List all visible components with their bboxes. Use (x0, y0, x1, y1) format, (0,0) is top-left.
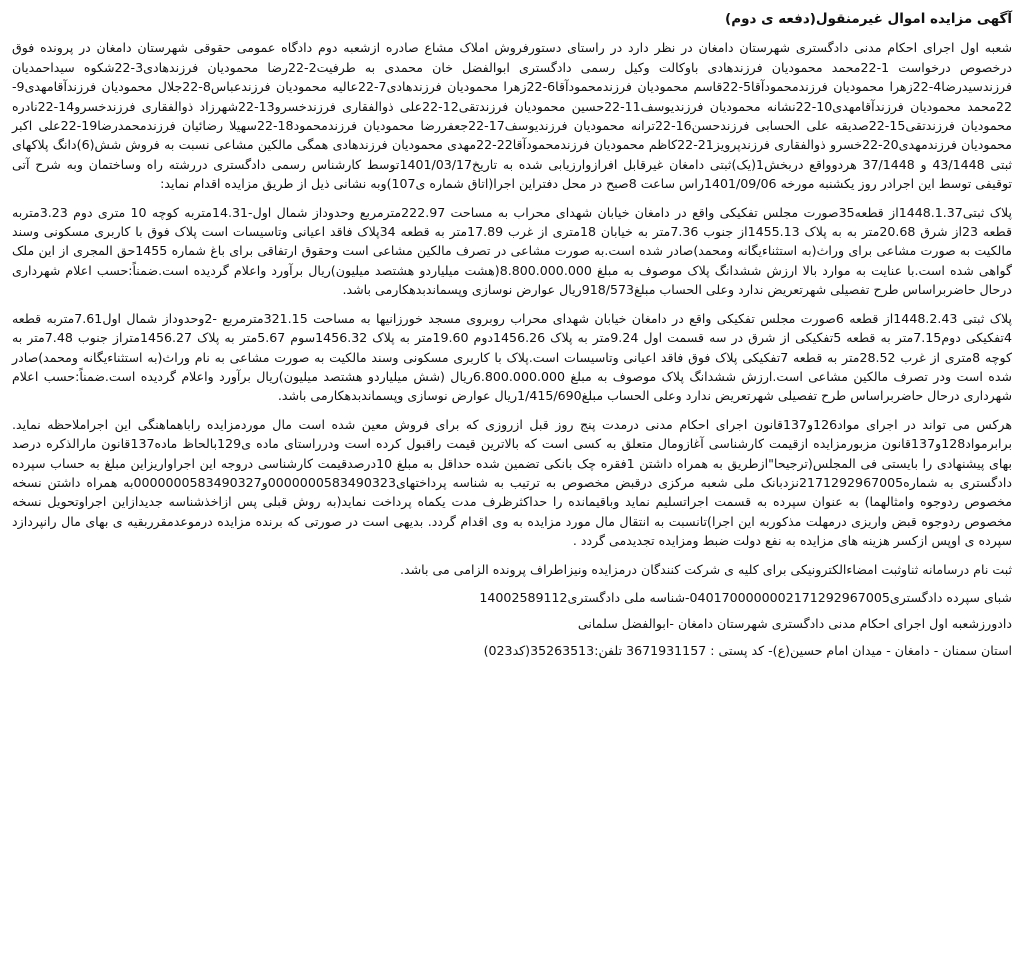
intro-paragraph: شعبه اول اجرای احکام مدنی دادگستری شهرستان دامغان در نظر دارد در راستای دستورفروش املاک مشاع صادره ازشعبه دوم دادگاه عمومی حقوقی شهرستان دامغان در پرونده فوق درخصوص درخواست 1-22محمد محمودیان فرزندهادی باوکالت وکیل رسمی دادگستری ابوالفضل خان محمدی به طرفیت2-22رضا محمودیان فرزندهادی3-22شکوه سیداحمدیان فرزندسیدرضا4-22زهرا محمودیان فرزندمحمودآقا5-22قاسم محمودیان فرزندمحمودآقا6-22زهرا محمودیان فرزندهادی7-22عالیه محمودیان فرزندعباس8-22جلال محمودیان فرزندآقامهدی9-22محمد محمودیان فرزندآقامهدی10-22نشانه محمودیان فرزندیوسف11-22حسین محمودیان فرزندتقی12-22علی ذوالفقاری فرزندخسرو13-22شهرزاد ذوالفقاری فرزندخسرو14-22نادره محمودیان فرزندتقی15-22صدیقه علی الحسابی فرزندحسن16-22ترانه محمودیان فرزندیوسف17-22جعفررضا محمودیان فرزندمحمود18-22سهیلا رضائیان فرزندمحمدرضا19-22علی اکبر محمودیان فرزندمهدی20-22خسرو ذوالفقاری فرزندپرویز21-22کاظم محمودیان فرزندمحمودآقا22-22مهدی محمودیان فرزندهادی همگی مالکین مشاعی نسبت به فروش شش(6)دانگ پلاکهای ثبتی 43/1448 و 37/1448 هردوواقع دربخش1(یک)ثبتی دامغان غیرقابل افرازوارزیابی شده به تاریخ1401/03/17توسط کارشناس رسمی دادگستری دررشته راه وساختمان وبه شرح آتی توقیفی توسط این اجرادر روز یکشنبه مورخه 1401/09/06راس ساعت 8صبح در محل دفتراین اجرا(اتاق شماره ی107)وبه نشانی ذیل از طریق مزایده اقدام نماید: (12, 40, 1013, 192)
notice-footer (12, 588, 1012, 660)
terms-paragraph: هرکس می تواند در اجرای مواد126و137قانون اجرای احکام مدنی درمدت پنج روز قبل ازروزی که برای فروش معین شده است مال موردمزایده راباهماهنگی این اجراملاحظه نماید. برابرمواد128و137قانون مزبورمزایده ازقیمت کارشناسی آغازومال متعلق به کسی است که بالاترین قیمت راقبول کرده است ودرراستای ماده ی129بالحاظ ماده137قانون مارالذکره درصد بهای پیشنهادی را بایستی فی المجلس(ترجیحا"ازطریق به همراه داشتن 1فقره چک بانکی تضمین شده حداقل به مبلغ 10درصدقیمت کارشناسی دروجه این اجراواریزاین مبلغ به حساب سپرده دادگستری به شماره2171292967005نزدبانک ملی شعبه مرکزی درقبض مخصوص به ترتیب به شناسه پرداختهای0000000583490323و0000000583490327به همراه داشتن نسخه مخصوص ردوجوه وامثالهما) به عنوان سپرده به قسمت اجراتسلیم نماید وباقیمانده را حداکثرظرف مدت یکماه پرداخت نماید(به روش قبلی پس ازاخذشناسه جدیدازاین اجراوتحویل نسخه مخصوص ردوجوه قبض واریزی درمهلت مذکوربه این اجرا)تانسبت به انتقال مال مورد مزایده به وی اقدام گردد. بدیهی است در صورتی که برنده مزایده درموعدمقرربقیه ی بهای مال رانپردازد سپرده ی اوپس ازکسر هزینه های مزایده به نفع دولت ضبط ومزایده تجدیدمی گردد . (12, 416, 1012, 549)
registration-note: ثبت نام درسامانه ثناوثبت امضاءالکترونیکی برای کلیه ی شرکت کنندگان درمزایده ونیزاطراف پرونده الزامی می باشد. (400, 561, 1012, 577)
sheba-line: شبای سپرده دادگستری0401700000002171292967005-شناسه ملی دادگستری14002589112 (479, 589, 1012, 605)
notice-title: آگهی مزایده اموال غیرمنقول(دفعه ی دوم) (725, 11, 1012, 27)
property-1-paragraph: پلاک ثبتی1448.1.37از قطعه35صورت مجلس تفکیکی واقع در دامغان خیابان شهدای محراب به مساحت 222.97مترمربع وحدوداز شمال اول-14.31متربه کوچه 10 متری دوم 3.23متربه قطعه 23از شرق 20.68متر به به پلاک 1455.13از جنوب 7.36متر به خیابان 18متری از غرب 17.89متر به قطعه 34پلاک فاقد اعیانی وتاسیسات است پلاک فوق با کاربری مسکونی وسند مالکیت به صورت مشاعی برای وراث(به استثناءیگانه ومحمد)صادر شده است.به صورت مشاعی در تصرف مالکین مشاعی است وحقوق ارتفاقی برای باغ شماره 1455حق المجری از این ملک گواهی شده است.با عنایت به موارد بالا ارزش ششدانگ پلاک موصوف به مبلغ 8.800.000.000(هشت میلیاردو هشتصد میلیون)ریال برآورد واعلام گردیده است.ضمناً:حسب اعلام شهرداری درحال حاضربراساس طرح تفصیلی شهرتعریض ندارد وعلی الحساب مبلغ918/573ریال عوارض نوسازی وپسماندبدهکارمی باشد. (12, 204, 1013, 298)
address-line: استان سمنان - دامغان - میدان امام حسین(ع)- کد پستی : 3671931157 تلفن:35263513(کد023) (483, 642, 1012, 658)
property-2-paragraph: پلاک ثبتی 1448.2.43از قطعه 6صورت مجلس تفکیکی واقع در دامغان خیابان شهدای محراب روبروی مسجد خورزانیها به مساحت 321.15مترمربع -2وحدوداز شمال اول7.61متربه قطعه 4تفکیکی دوم7.15متر به قطعه 5تفکیکی از شرق در سه قسمت اول 9.24متر به پلاک 1456.26دوم 19.60متر به پلاک 1456.32سوم 5.67متر به پلاک 1456.27متراز جنوب 7.48متر به کوچه 8متری از غرب 28.52متر به قطعه 7تفکیکی پلاک فوق فاقد اعیانی وتاسیسات است.پلاک با کاربری مسکونی وسند مالکیت به صورت مشاعی به نام وراث(به استثناءیگانه ومحمد)صادر شده است ودر تصرف مالکین مشاعی است.ارزش ششدانگ پلاک موصوف به مبلغ 6.800.000.000ریال (شش میلیاردو هشتصد میلیون)ریال برآورد واعلام گردیده است.ضمناً:حسب اعلام شهرداری درحال حاضربراساس طرح تفصیلی شهرتعریض ندارد وعلی الحساب مبلغ1/415/690ریال عوارض نوسازی وپسماندبدهکارمی باشد. (12, 310, 1012, 404)
signatory-line: دادورزشعبه اول اجرای احکام مدنی دادگستری شهرستان دامغان -ابوالفضل سلمانی (577, 616, 1012, 632)
